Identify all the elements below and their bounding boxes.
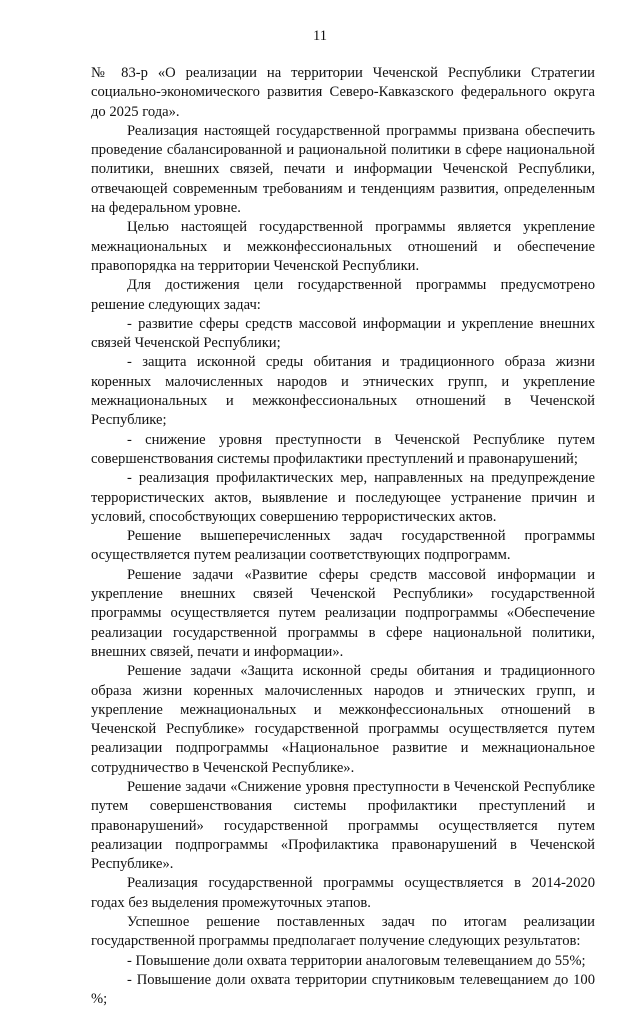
list-item-task-1: - развитие сферы средств массовой информации и укрепление внешних связей Чеченской Республики; [91, 315, 595, 352]
page-number: 11 [313, 28, 327, 44]
paragraph-subprograms: Решение вышеперечисленных задач государственной программы осуществляется путем реализации соответствующих подпрограмм. [91, 528, 595, 564]
paragraph-implementation-period: Реализация государственной программы осуществляется в 2014-2020 годах без выделения промежуточных этапов. [91, 875, 595, 911]
paragraph-task-2-solution: Решение задачи «Защита исконной среды обитания и традиционного образа жизни коренных малочисленных народов и этнических групп, и укрепление межнациональных и межконфессиональных отношений в Чеченской Республике» государственной программы осуществляется путем реализации подпрограммы «Национальное развитие и межнациональное сотрудничество в Чеченской Республике». [91, 663, 595, 776]
paragraph-tasks-intro: Для достижения цели государственной программы предусмотрено решение следующих задач: [91, 277, 595, 313]
paragraph-expected-results: Успешное решение поставленных задач по итогам реализации государственной программы предполагает получение следующих результатов: [91, 914, 595, 950]
paragraph-program-purpose: Реализация настоящей государственной программы призвана обеспечить проведение сбалансированной и рациональной политики в сфере национальной политики, внешних связей, печати и информации Чеченской Республики, отвечающей современным требованиям и тенденциям развития, определенным на федеральном уровне. [91, 122, 595, 217]
paragraph-task-3-solution: Решение задачи «Снижение уровня преступности в Чеченской Республике путем совершенствования системы профилактики преступлений и правонарушений» государственной программы осуществляется путем реализации подпрограммы «Профилактика правонарушений в Чеченской Республике». [91, 778, 595, 873]
paragraph-task-1-solution: Решение задачи «Развитие сферы средств массовой информации и укрепление внешних связей Чеченской Республики» государственной программы осуществляется путем реализации подпрограммы «Обеспечение реализации государственной программы в сфере национальной политики, внешних связей, печати и информации». [91, 566, 595, 660]
list-item-result-1: - Повышение доли охвата территории аналоговым телевещанием до 55%; [127, 952, 586, 969]
list-item-task-2: - защита исконной среды обитания и традиционного образа жизни коренных малочисленных народов и этнических групп, и укрепление межнациональных и межконфессиональных отношений в Чеченской Республике; [91, 354, 595, 429]
paragraph-decree-reference: № 83-р «О реализации на территории Чеченской Республики Стратегии социально-экономического развития Северо-Кавказского федерального округа до 2025 года». [91, 65, 595, 120]
list-item-result-2: - Повышение доли охвата территории спутниковым телевещанием до 100 %; [91, 971, 595, 1008]
list-item-task-4: - реализация профилактических мер, направленных на предупреждение террористических актов, выявление и последующее устранение причин и условий, способствующих совершению террористических актов. [91, 470, 595, 525]
document-body [91, 64, 595, 1010]
list-item-task-3: - снижение уровня преступности в Чеченской Республике путем совершенствования системы профилактики преступлений и правонарушений; [91, 431, 595, 467]
paragraph-program-goal: Целью настоящей государственной программы является укрепление межнациональных и межконфессиональных отношений и обеспечение правопорядка на территории Чеченской Республики. [91, 219, 595, 274]
